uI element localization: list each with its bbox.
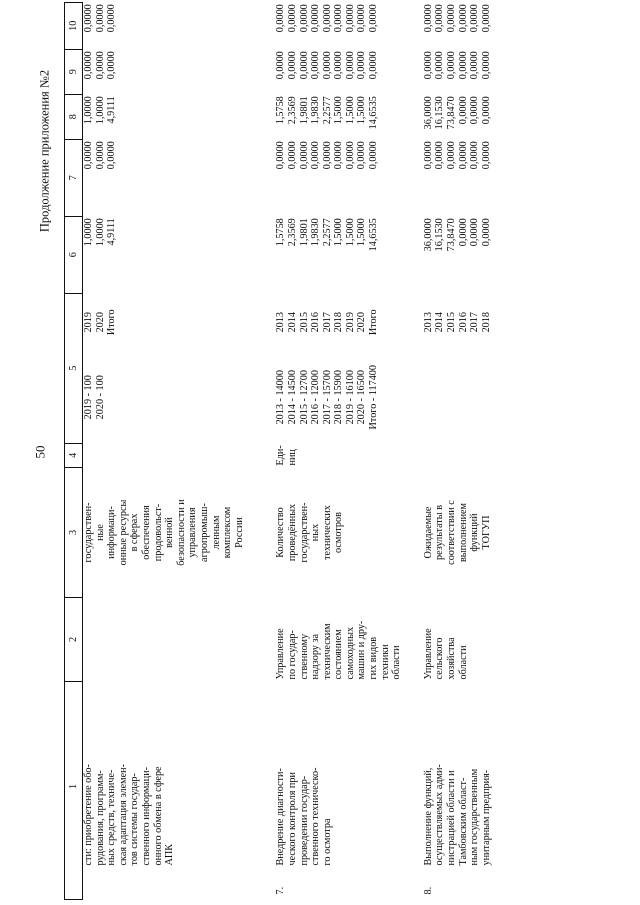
text-line: 2014 [286, 312, 298, 333]
text-line: 0,0000 [275, 51, 287, 80]
text-line: 2014 - 14500 [286, 370, 298, 425]
text-line: 36,0000 [422, 218, 434, 252]
text-line: 2016 [457, 312, 469, 333]
header-col-7: 7 [65, 139, 83, 216]
text-line: 0,0000 [469, 96, 481, 125]
text-line: Количество [275, 507, 287, 558]
text-line: ные [94, 524, 106, 541]
text-line: ных средств, техниче- [106, 769, 118, 866]
text-line: ниц [286, 449, 298, 466]
text-line: 0,0000 [106, 141, 118, 170]
year-cell [403, 293, 493, 351]
text-line: 2,2577 [321, 218, 333, 247]
text-line: 1,0000 [94, 96, 106, 125]
text-line: 1,9801 [298, 96, 310, 125]
text-line: 0,0000 [457, 51, 469, 80]
text-line: 2,3569 [286, 96, 298, 125]
text-line: управления [187, 507, 199, 558]
federal-funding-cell [245, 139, 403, 216]
measure-name-text [423, 684, 493, 892]
text-line: проведённых [286, 503, 298, 562]
text-line: 0,0000 [83, 4, 94, 33]
text-line: 16,1530 [434, 96, 446, 130]
measure-name-text [83, 684, 176, 892]
header-col-4: 4 [65, 443, 83, 467]
target-values-cell [245, 351, 403, 443]
text-line: 0,0000 [344, 51, 356, 80]
total-funding-cell [83, 216, 246, 293]
text-line: 0,0000 [286, 4, 298, 33]
text-line: 0,0000 [368, 51, 380, 80]
header-col-3: 3 [65, 468, 83, 598]
text-line: Итого - 117400 [368, 365, 380, 430]
measure-name-cell [403, 682, 493, 900]
text-line: 0,0000 [275, 4, 287, 33]
text-line: 0,0000 [469, 141, 481, 170]
text-line: Внедрение диагности- [275, 768, 287, 866]
text-line: 2018 - 15900 [333, 370, 345, 425]
text-line: 2017 [469, 312, 481, 333]
text-line: 1,5000 [356, 218, 368, 247]
text-line: 0,0000 [106, 4, 118, 33]
local-funding-cell [245, 49, 403, 94]
text-line: 0,0000 [298, 141, 310, 170]
text-line: 2,3569 [286, 218, 298, 247]
text-line: 2020 - 16500 [356, 370, 368, 425]
text-line: 0,0000 [480, 51, 492, 80]
text-line: го осмотра [321, 818, 333, 866]
text-line: 0,0000 [469, 218, 481, 247]
table-row [403, 2, 493, 899]
header-row [65, 2, 83, 899]
text-line: 1,5000 [356, 96, 368, 125]
text-line: Итого [368, 309, 380, 336]
text-line: ных [310, 523, 322, 542]
text-line: 0,0000 [368, 4, 380, 33]
unit-cell [403, 443, 493, 467]
local-funding-cell [83, 49, 246, 94]
text-line: 2016 [310, 312, 322, 333]
text-line: 0,0000 [422, 141, 434, 170]
text-line: 0,0000 [356, 141, 368, 170]
text-line: техники [379, 644, 391, 680]
text-line: 14,6535 [368, 218, 380, 252]
target-values-cell [83, 351, 246, 443]
text-line: 2019 - 16100 [344, 370, 356, 425]
text-line: АПК [164, 843, 176, 866]
text-line: продовольст- [152, 503, 164, 562]
text-line: ственного техническо- [310, 767, 322, 866]
text-line: венной [164, 517, 176, 548]
text-line: 73,8470 [446, 96, 458, 130]
text-line: 0,0000 [333, 4, 345, 33]
text-line: 0,0000 [480, 218, 492, 247]
text-line: 1,0000 [94, 218, 106, 247]
text-line: хозяйства [446, 637, 458, 680]
text-line: выполнением [457, 503, 469, 562]
program-measures-table [64, 2, 492, 900]
text-line: 0,0000 [286, 141, 298, 170]
text-line: 0,0000 [321, 141, 333, 170]
text-line: 4,9111 [106, 96, 118, 124]
text-line: 0,0000 [106, 51, 118, 80]
text-line: Ожидаемые [422, 506, 434, 559]
text-line: надзору за [310, 634, 322, 680]
text-line: 0,0000 [434, 51, 446, 80]
text-line: ленным [210, 515, 222, 550]
appendix-title: Продолжение приложения №2 [37, 69, 52, 233]
text-line: 0,0000 [321, 51, 333, 80]
text-line: 2018 [480, 312, 492, 333]
text-line: 0,0000 [83, 141, 94, 170]
unit-cell [245, 443, 403, 467]
executor-cell [245, 598, 403, 682]
text-line: осуществляемых адми- [434, 764, 446, 866]
indicator-cell [83, 468, 246, 598]
text-line: Итого [106, 309, 118, 336]
indicator-cell [245, 468, 403, 598]
text-line: 0,0000 [422, 51, 434, 80]
local-funding-cell [403, 49, 493, 94]
text-line: 0,0000 [94, 141, 106, 170]
text-line: 0,0000 [446, 51, 458, 80]
text-line: безопасности и [175, 499, 187, 566]
text-line: 1,9830 [310, 218, 322, 247]
text-line: обеспечения [140, 505, 152, 560]
text-line: результаты в [434, 504, 446, 561]
text-line: ская адаптация элемен- [117, 764, 129, 866]
text-line: 0,0000 [275, 141, 287, 170]
text-line: функций [469, 513, 481, 552]
measure-name-cell [83, 682, 246, 900]
text-line: 2017 - 15700 [321, 370, 333, 425]
text-line: 1,9801 [298, 218, 310, 247]
table-body [83, 2, 493, 899]
header-col-8: 8 [65, 94, 83, 139]
text-line: России [233, 517, 245, 548]
text-line: ческого контроля при [286, 772, 298, 866]
text-line: 2014 [434, 312, 446, 333]
total-funding-cell [245, 216, 403, 293]
text-line: 0,0000 [422, 4, 434, 33]
text-line: 0,0000 [457, 218, 469, 247]
text-line: 4,9111 [106, 218, 118, 246]
text-line: 0,0000 [457, 141, 469, 170]
text-line: 1,5758 [275, 218, 287, 247]
executor-cell [83, 598, 246, 682]
text-line: 2015 - 12700 [298, 370, 310, 425]
text-line: нистрацией области и [446, 770, 458, 866]
measure-name-text [275, 684, 333, 892]
text-line: 0,0000 [457, 96, 469, 125]
text-line: самоходных [344, 626, 356, 680]
text-line: 1,5000 [333, 218, 345, 247]
year-cell [83, 293, 246, 351]
text-line: 0,0000 [480, 141, 492, 170]
text-line: 0,0000 [310, 141, 322, 170]
text-line: ным государственным [469, 768, 481, 866]
text-line: 0,0000 [298, 4, 310, 33]
text-line: сти: приобретение обо- [83, 764, 94, 866]
text-line: 0,0000 [310, 51, 322, 80]
text-line: 0,0000 [333, 51, 345, 80]
text-line: Еди- [275, 445, 287, 466]
text-line: Тамбовским област- [457, 777, 469, 866]
text-line: 0,0000 [368, 141, 380, 170]
text-line: 36,0000 [422, 96, 434, 130]
page-number: 50 [32, 445, 48, 459]
text-line: 2016 - 12000 [310, 370, 322, 425]
text-line: в сферах [129, 513, 141, 552]
regional-funding-cell [403, 94, 493, 139]
text-line: 1,0000 [83, 218, 94, 247]
text-line: 2013 - 14000 [275, 370, 287, 425]
text-line: техническим [321, 623, 333, 680]
text-line: комплексом [222, 506, 234, 559]
text-line: области [457, 645, 469, 680]
text-line: сельского [434, 637, 446, 680]
text-line: 1,9830 [310, 96, 322, 125]
target-values-cell [403, 351, 493, 443]
text-line: 0,0000 [298, 51, 310, 80]
text-line: информаци- [106, 506, 118, 559]
text-line: 2017 [321, 312, 333, 333]
header-col-1: 1 [65, 682, 83, 900]
unit-cell [83, 443, 246, 467]
text-line: 0,0000 [469, 51, 481, 80]
row-number: 8. [422, 886, 434, 895]
text-line: 0,0000 [469, 4, 481, 33]
text-line: 1,5000 [344, 218, 356, 247]
text-line: 2020 - 100 [94, 375, 106, 420]
text-line: 0,0000 [333, 141, 345, 170]
header-col-9: 9 [65, 49, 83, 94]
text-line: государствен- [83, 502, 94, 563]
regional-funding-cell [245, 94, 403, 139]
text-line: Выполнение функций, [422, 767, 434, 866]
text-line: онного обмена в сфере [152, 766, 164, 866]
text-line: агропромыш- [198, 503, 210, 562]
text-line: унитарным предприя- [480, 769, 492, 866]
text-line: 2013 [275, 312, 287, 333]
text-line: 0,0000 [344, 141, 356, 170]
measure-name-cell [245, 682, 403, 900]
other-funding-cell [403, 2, 493, 49]
text-line: 1,5000 [344, 96, 356, 125]
executor-cell [403, 598, 493, 682]
text-line: 2019 [83, 312, 94, 333]
text-line: 0,0000 [480, 96, 492, 125]
text-line: рудования, программ- [94, 770, 106, 866]
text-line: 2013 [422, 312, 434, 333]
text-line: 2019 [344, 312, 356, 333]
indicator-cell [403, 468, 493, 598]
header-col-10: 10 [65, 2, 83, 49]
text-line: технических [321, 505, 333, 560]
text-line: 0,0000 [286, 51, 298, 80]
year-cell [245, 293, 403, 351]
table-row [245, 2, 403, 899]
text-line: 0,0000 [446, 141, 458, 170]
text-line: 0,0000 [310, 4, 322, 33]
text-line: 0,0000 [94, 51, 106, 80]
row-number: 7. [275, 886, 287, 895]
text-line: 1,5758 [275, 96, 287, 125]
text-line: 2015 [446, 312, 458, 333]
text-line: 2018 [333, 312, 345, 333]
text-line: Управление [275, 628, 287, 680]
table-header [65, 2, 83, 899]
text-line: 0,0000 [83, 51, 94, 80]
other-funding-cell [83, 2, 246, 49]
text-line: тов системы государ- [129, 773, 141, 866]
text-line: ственного информаци- [140, 766, 152, 866]
text-line: Управление [422, 628, 434, 680]
text-line: 16,1530 [434, 218, 446, 252]
text-line: ТОГУП [480, 515, 492, 550]
text-line: проведении государ- [298, 775, 310, 866]
text-line: 0,0000 [446, 4, 458, 33]
text-line: 2015 [298, 312, 310, 333]
text-line: государствен- [298, 502, 310, 563]
text-line: 0,0000 [321, 4, 333, 33]
text-line: 0,0000 [480, 4, 492, 33]
header-col-6: 6 [65, 216, 83, 293]
other-funding-cell [245, 2, 403, 49]
total-funding-cell [403, 216, 493, 293]
text-line: 2020 [356, 312, 368, 333]
text-line: онные ресурсы [117, 499, 129, 566]
text-line: 2019 - 100 [83, 375, 94, 420]
text-line: 0,0000 [457, 4, 469, 33]
header-col-5: 5 [65, 293, 83, 443]
text-line: 14,6535 [368, 96, 380, 130]
text-line: 0,0000 [356, 4, 368, 33]
header-col-2: 2 [65, 598, 83, 682]
federal-funding-cell [403, 139, 493, 216]
text-line: 0,0000 [94, 4, 106, 33]
text-line: машин и дру- [356, 620, 368, 680]
text-line: по государ- [286, 630, 298, 680]
text-line: осмотров [333, 512, 345, 553]
text-line: области [391, 645, 403, 680]
text-line: 2,2577 [321, 96, 333, 125]
text-line: 0,0000 [356, 51, 368, 80]
text-line: 0,0000 [434, 4, 446, 33]
text-line: соответствии с [446, 500, 458, 565]
text-line: 1,0000 [83, 96, 94, 125]
text-line: ственному [298, 633, 310, 680]
text-line: гих видов [368, 636, 380, 680]
text-line: состоянием [333, 629, 345, 680]
federal-funding-cell [83, 139, 246, 216]
table-row [83, 2, 246, 899]
text-line: 0,0000 [434, 141, 446, 170]
text-line: 73,8470 [446, 218, 458, 252]
text-line: 2020 [94, 312, 106, 333]
text-line: 1,5000 [333, 96, 345, 125]
text-line: 0,0000 [344, 4, 356, 33]
regional-funding-cell [83, 94, 246, 139]
